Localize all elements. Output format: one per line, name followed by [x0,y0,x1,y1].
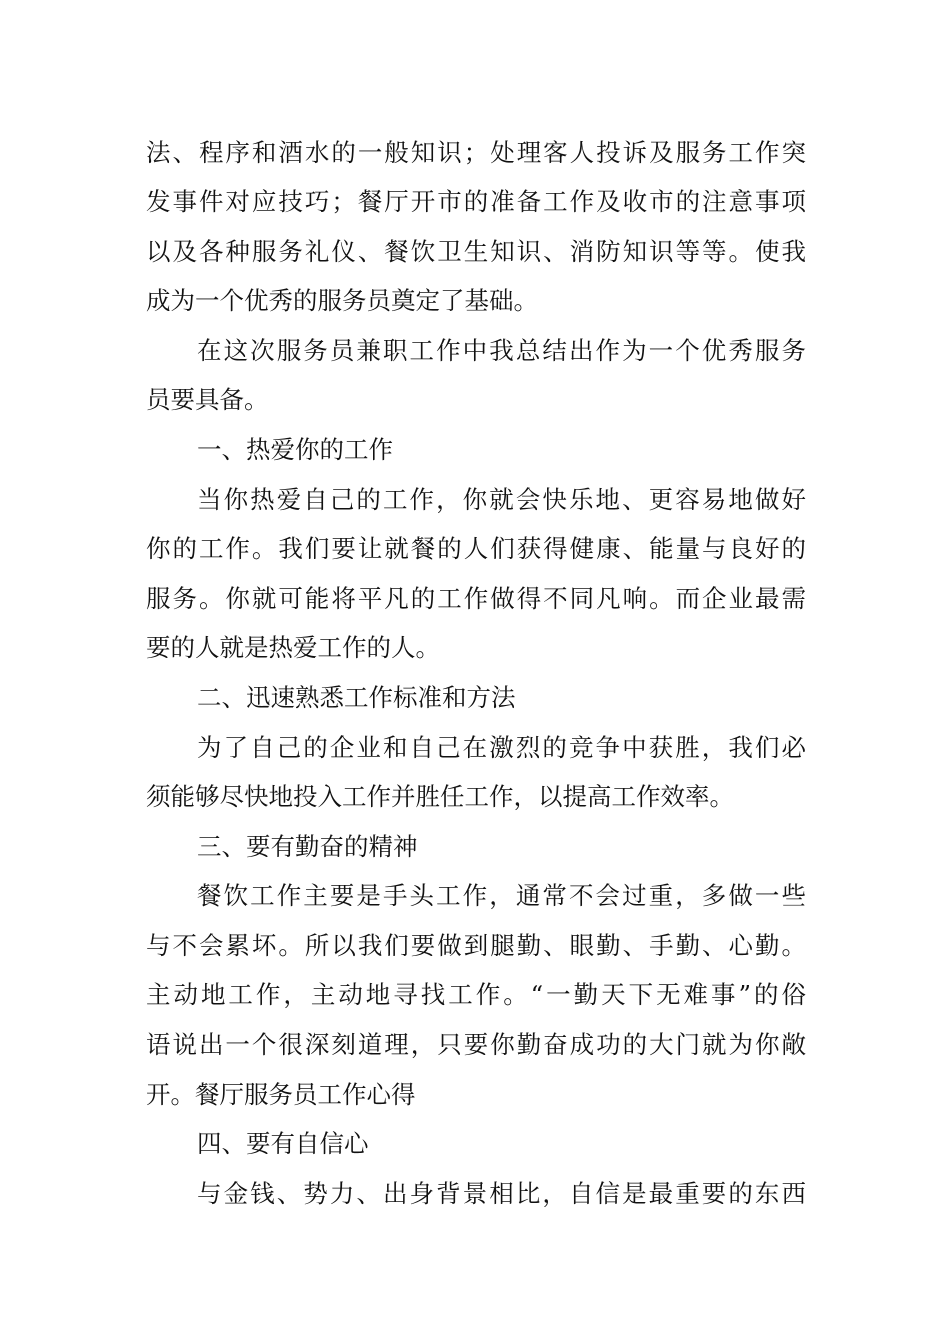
text-line: 须能够尽快地投入工作并胜任工作，以提高工作效率。 [146,782,734,811]
section-heading: 四、要有自信心 [197,1129,369,1158]
text-line: 主动地工作，主动地寻找工作。“一勤天下无难事”的俗 [146,980,806,1009]
paragraph-first-line: 为了自己的企业和自己在激烈的竞争中获胜，我们必 [197,733,806,762]
text-line: 法、程序和酒水的一般知识；处理客人投诉及服务工作突 [146,138,806,167]
text-line: 开。餐厅服务员工作心得 [146,1080,416,1109]
section-heading: 一、热爱你的工作 [197,435,393,464]
text-line: 你的工作。我们要让就餐的人们获得健康、能量与良好的 [146,534,806,563]
text-line: 员要具备。 [146,385,269,414]
section-heading: 二、迅速熟悉工作标准和方法 [197,683,516,712]
text-line: 语说出一个很深刻道理，只要你勤奋成功的大门就为你敞 [146,1030,806,1059]
text-line: 要的人就是热爱工作的人。 [146,633,440,662]
paragraph-first-line: 在这次服务员兼职工作中我总结出作为一个优秀服务 [197,336,806,365]
section-heading: 三、要有勤奋的精神 [197,832,418,861]
paragraph-first-line: 餐饮工作主要是手头工作，通常不会过重，多做一些 [197,881,806,910]
paragraph-first-line: 与金钱、势力、出身背景相比，自信是最重要的东西 [197,1179,806,1208]
text-line: 发事件对应技巧；餐厅开市的准备工作及收市的注意事项 [146,187,806,216]
text-line: 服务。你就可能将平凡的工作做得不同凡响。而企业最需 [146,584,806,613]
text-line: 成为一个优秀的服务员奠定了基础。 [146,286,538,315]
paragraph-first-line: 当你热爱自己的工作，你就会快乐地、更容易地做好 [197,485,806,514]
text-line: 与不会累坏。所以我们要做到腿勤、眼勤、手勤、心勤。 [146,931,806,960]
text-line: 以及各种服务礼仪、餐饮卫生知识、消防知识等等。使我 [146,237,806,266]
